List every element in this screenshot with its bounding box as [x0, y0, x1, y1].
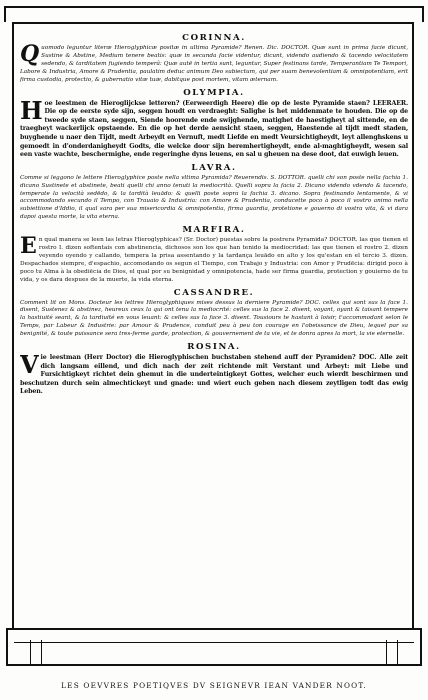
- frame-pedestal-ledge: [14, 632, 414, 643]
- section-body: [20, 95, 408, 160]
- section-body: [20, 233, 408, 284]
- text-column: [20, 30, 408, 624]
- section-marfira: [20, 225, 408, 284]
- section-text: Comment lit on Mons. Docteur les lettres Hieroglyphiques mises dessus la derniere Pyramide? DOC. celles qui sont sus la face 1. disent, Sustenez & abstinez, heureux ceux la qui ont tenu la mediocrité: celles sus la face 2. disent, voyant, oyant & taisant tempere la hastiuité seant, & la tardiuité en vous leuant: & celles sus la face 3. disent. Tousiours te hastant à loisir, t'accommodant selon le Temps, par Labeur & Industrie: par Amour & Prudence, conduit peu à peu ton courage en l'obeissance de Dieu, lequel par sa benignité, & toute puissance sera tres-ferme garde, protection, & gouvernement de ta vie, et te donra apres la mort, la vie eternelle.: [20, 299, 408, 338]
- section-lavra: [20, 163, 408, 222]
- section-text: oe leestmen de Hieroglijckse letteren? (Eerweerdigh Heere) die op de leste Pyramide staen? LEERAER. Die op de eerste syde sijn, seggen houdt en verdraeght: Salighe is het middenmate te houden. Die op de tweede syde staen, seggen, Siende hoorende ende swijghende, matighet de haestigheyt al sittende, en de traegheyt wackerlijck opstaende. En die op het derde aensicht staen, seggen, Haestende al tijdt medt staden, buyghende u naer den Tijdt, medt Arbeydt en Vernuft, medt Liefde en medt Veursichtigheydt, leyt allenghskens u gemoedt in d'onderdanigheydt Godts, die welcke door sijn beremhertigheydt, ende al-maghtigheydt, wesen sal een vaste wachte, beschermighe, ende regeringhe dyns leuens, en sal u gheuen na dese doot, dat euwigh leuen.: [20, 99, 408, 159]
- section-text: Comme si leggono le lettere Hieroglyphice poste nella vltima Pyramida? Reuerendis. S. DOTTOR. quelli chi son poste nella fachia 1. dicano Sustinete et abstinete, beati quelli chi anno tenuti la mediocrità. Quelli sopra la facia 2. Dicano videndo vdendo & tacendo, temperate la velocità sedēdo, & la tardità leuādo: & quelli poste sopra la fachia 3. dicano. Sopra festinando lentamente, & vi accommodando secundo il Tempo, con Trauaio & Industria: con Amore & Prudentia, conducette poco à poco il vostro animo nella subiettione d'Iddio, il qual sara per sua misericordia & omnipotentia, firma guardia, protetione e gouerno di vostra vita, & vi dara dapoi questa morte, la vita eterna.: [20, 174, 408, 221]
- section-heading: OLYMPIA.: [183, 87, 245, 98]
- drop-cap: Q: [20, 41, 40, 67]
- section-text: ie leestman (Herr Doctor) die Hieroglyphischen buchstaben stehend auff der Pyramiden? DOC. Alle zeit dich langsam eillend, und dich nach der zeit richtende mit Verstant und Arbeyt: mit Liebe und Fursichtigkeyt richtet dein ghemut in die underteintigkeyt Gottes, welcher euch wierdt beschirmen und beschutzen durch sein almechtickeyt und gnade: und wiert euch geben nach diesem zeytligen todt das ewig Leben.: [20, 354, 408, 396]
- section-body: [20, 41, 408, 85]
- section-text: n qual manera se leen las letras Hieroglyphicas? (Sr. Doctor) puestas sobre la postrera Pyramida? DOCTOR. las que tienen el rostro I. dizen softentais con abstinencia, dichosos son los que han tenido la mediocridad: las que tienen el rostro 2. dizen veyendo oyendo y callando, tempera la prisa assentando y la tardança leuādo en alto y los qu'estan en el tercio 3. dizen. Despachados siempre, d'espachio, accomodando os segun el Tiempo, con Trabajo y Industria: con Amor y Prudēcia: dirigid poco à poco tu Alma à la obediēcia de Dios, el qual por su benignidad y omnipotencia, hade ser firma guardia, protection y gouierno de tu vida, y os dara despues de la muerte, la vida eterna.: [20, 237, 408, 283]
- section-body: [20, 175, 408, 222]
- section-body: [20, 350, 408, 397]
- section-text: uomodo leguntur literæ Hieroglyphicæ positæ in ultima Pyramide? Renen. Dic. DOCTOR. Quæ sunt in prima facie dicunt, Sustine & Abstine, Medium tenere beatis: quæ in secunda facie videntur, dicunt, videndo audiendo & tacendo velocitatem sedendo, & tarditatem fugiendo temperâ: Quæ autē in tertia sunt, leguntur, Super festinans tarde, Temperantiam Te Tempori, Labore & Industria, Amore & Prudentia, paulatim deduc animum Deo subiectum, qui per suam benevolentiam & omnipotentiam, erit firma custodia, protectio, & gubernatio vitæ tuæ, dabitque post mortem, vitam æternam.: [20, 45, 408, 83]
- pedestal-column-right: [386, 640, 398, 664]
- drop-cap: E: [20, 233, 37, 260]
- section-heading: LAVRA.: [191, 162, 237, 173]
- section-olympia: [20, 88, 408, 160]
- section-corinna: [20, 33, 408, 85]
- section-rosina: [20, 342, 408, 397]
- section-heading: CASSANDRE.: [173, 287, 255, 298]
- running-footer: LES OEVVRES POETIQVES DV SEIGNEVR IEAN VANDER NOOT.: [61, 681, 367, 690]
- section-cassandre: [20, 288, 408, 340]
- pedestal-column-left: [30, 640, 42, 664]
- section-heading: ROSINA.: [187, 342, 241, 353]
- section-heading: CORINNA.: [182, 33, 246, 43]
- section-body: [20, 300, 408, 340]
- drop-cap: H: [20, 95, 43, 125]
- frame-cornice: [4, 6, 424, 22]
- drop-cap: V: [20, 350, 39, 380]
- section-heading: MARFIRA.: [182, 225, 246, 236]
